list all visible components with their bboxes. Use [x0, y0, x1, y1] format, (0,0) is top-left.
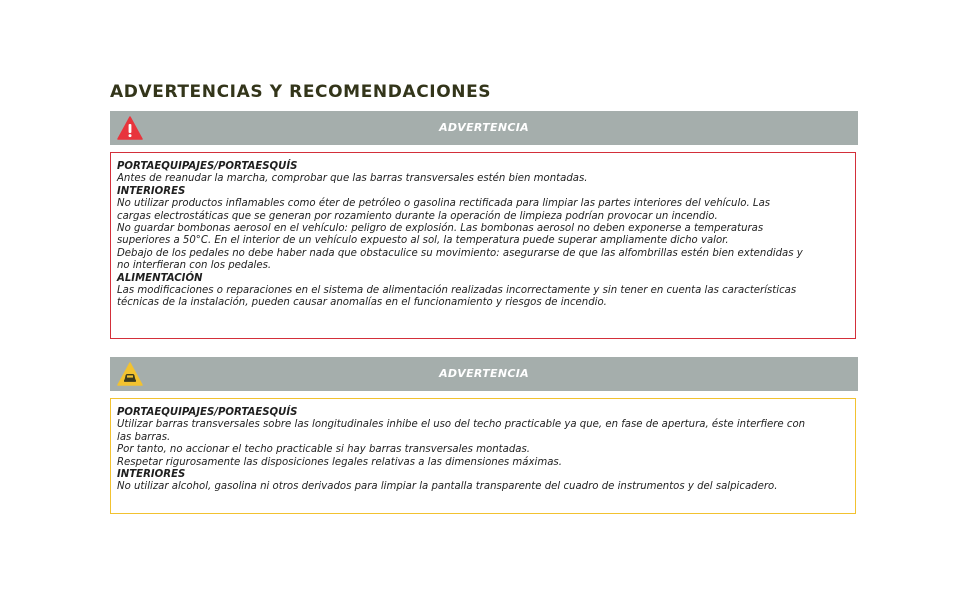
- text-line: las barras.: [117, 431, 171, 443]
- text-line: Utilizar barras transversales sobre las longitudinales inhibe el uso del techo practicable ya que, en fase de apertura, éste interfiere con: [117, 419, 806, 431]
- warning-header-label: ADVERTENCIA: [439, 121, 529, 134]
- page-title: ADVERTENCIAS Y RECOMENDACIONES: [110, 82, 492, 102]
- text-line: no interfieran con los pedales.: [117, 260, 272, 272]
- section-heading: PORTAEQUIPAJES/PORTAESQUÍS: [117, 407, 298, 418]
- text-line: No utilizar productos inflamables como éter de petróleo o gasolina rectificada para limpiar las partes interiores del vehículo. Las: [117, 198, 771, 210]
- text-line: Por tanto, no accionar el techo practicable si hay barras transversales montadas.: [117, 444, 530, 456]
- warning-header-1: [110, 111, 858, 145]
- text-line: No guardar bombonas aerosol en el vehículo: peligro de explosión. Las bombonas aerosol no deben exponerse a temperaturas: [117, 223, 764, 235]
- section-heading: INTERIORES: [117, 185, 186, 197]
- section-heading: PORTAEQUIPAJES/PORTAESQUÍS: [117, 161, 298, 172]
- text-line: Las modificaciones o reparaciones en el sistema de alimentación realizadas incorrectamente y sin tener en cuenta las características: [117, 285, 797, 297]
- section-heading: INTERIORES: [117, 469, 186, 481]
- text-line: superiores a 50°C. En el interior de un vehículo expuesto al sol, la temperatura puede superar ampliamente dicho valor.: [117, 235, 729, 247]
- section-heading: ALIMENTACIÓN: [117, 272, 203, 284]
- text-line: Respetar rigurosamente las disposiciones legales relativas a las dimensiones máximas.: [117, 456, 562, 468]
- text-line: No utilizar alcohol, gasolina ni otros derivados para limpiar la pantalla transparente del cuadro de instrumentos y del salpicadero.: [117, 481, 778, 493]
- text-line: técnicas de la instalación, pueden causar anomalías en el funcionamiento y riesgos de incendio.: [117, 297, 607, 309]
- warning-box-1: [110, 152, 856, 339]
- text-line: Debajo de los pedales no debe haber nada que obstaculice su movimiento: asegurarse de que las alfombrillas estén bien extendidas y: [117, 247, 803, 259]
- warning-box-2: [110, 398, 856, 514]
- text-line: Antes de reanudar la marcha, comprobar que las barras transversales estén bien montadas.: [117, 173, 588, 185]
- warning-header-label: ADVERTENCIA: [439, 367, 529, 380]
- warning-header-2: [110, 357, 858, 391]
- text-line: cargas electrostáticas que se generan por rozamiento durante la operación de limpieza podrían provocar un incendio.: [117, 210, 718, 222]
